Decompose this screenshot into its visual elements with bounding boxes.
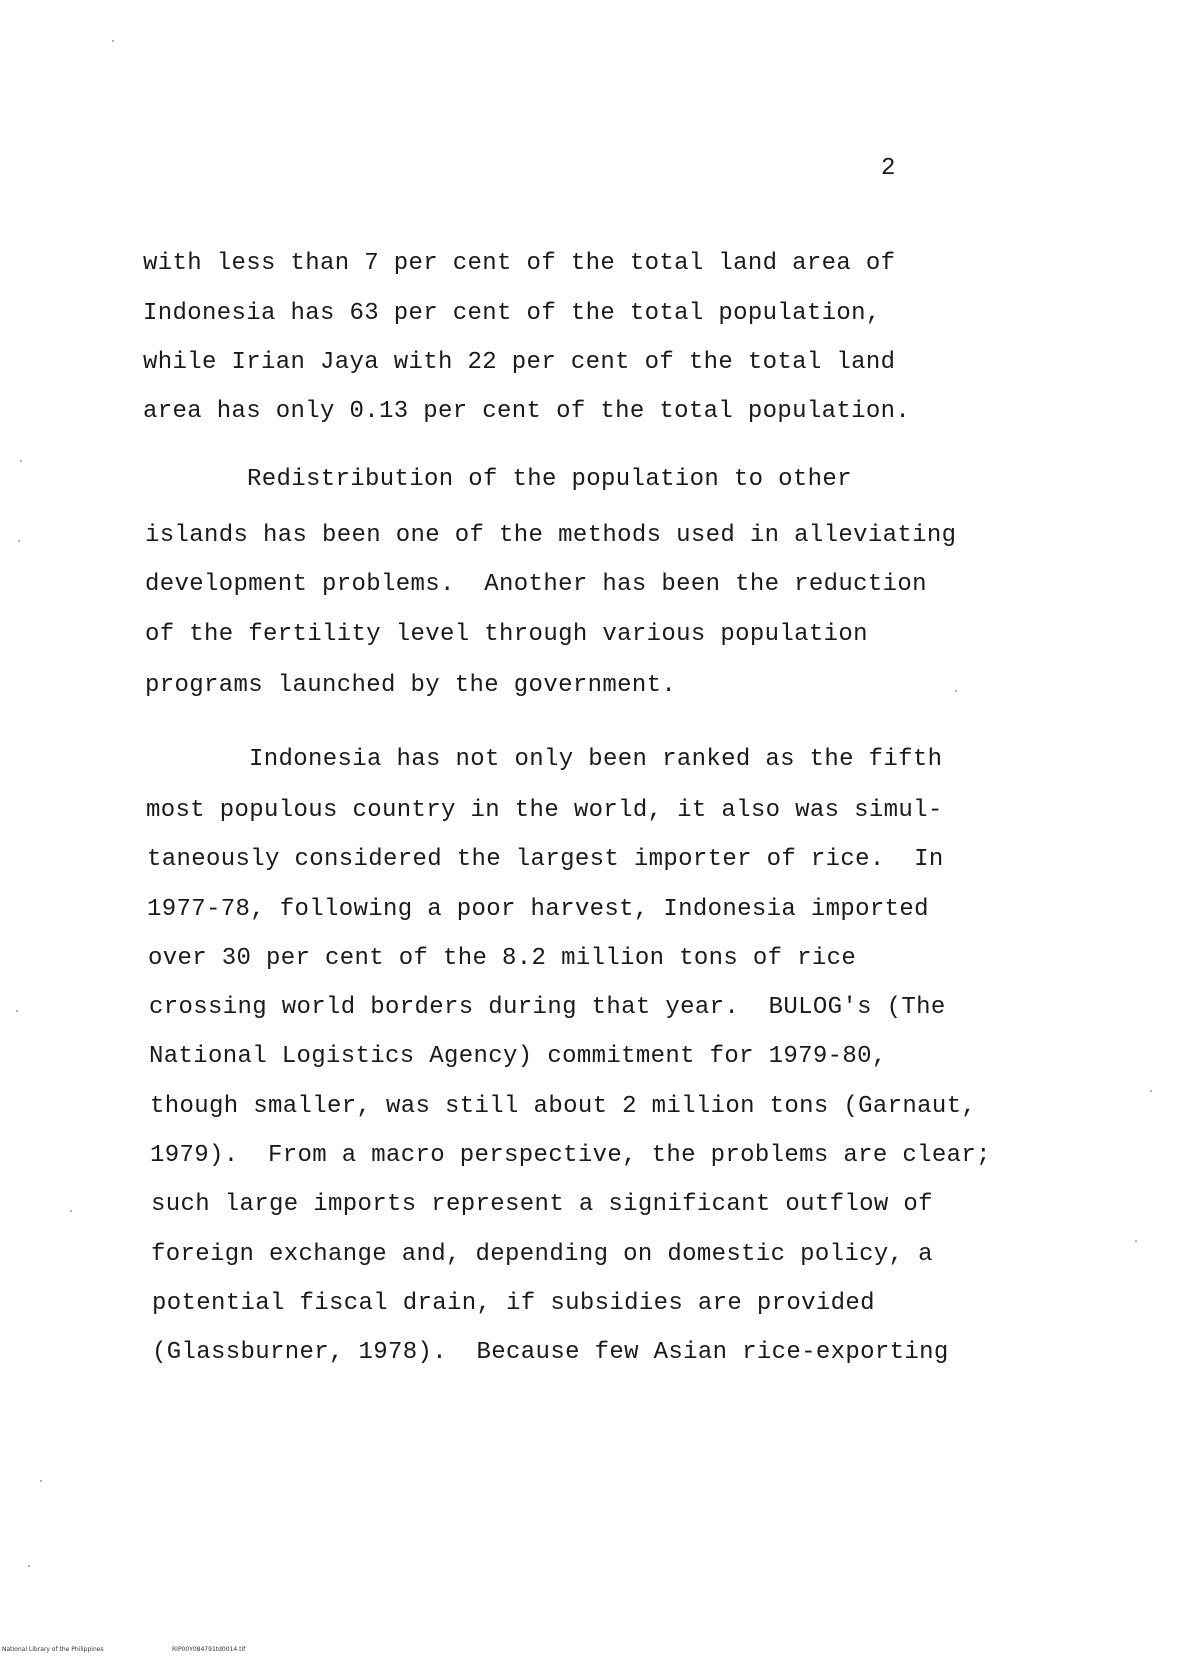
scan-speck [112,40,114,42]
paragraph-2-line-5: programs launched by the government. [145,672,677,699]
paragraph-3-line-10: such large imports represent a significant outflow of [151,1191,933,1218]
scan-speck [1135,1240,1137,1242]
paragraph-2-line-2: islands has been one of the methods used in alleviating [145,522,957,549]
footer-source-label: National Library of the Philippines [2,1646,104,1653]
paragraph-3-line-1: Indonesia has not only been ranked as the fifth [249,746,943,773]
scan-speck [40,1480,42,1482]
paragraph-3-line-6: crossing world borders during that year. BULOG's (The [149,994,946,1021]
paragraph-3-line-8: though smaller, was still about 2 million tons (Garnaut, [150,1093,977,1120]
page-number: 2 [881,155,896,182]
footer-filename: RIP00Y084791td0014.tif [172,1646,246,1653]
scan-speck [16,1010,18,1012]
paragraph-1-line-2: Indonesia has 63 per cent of the total population, [143,300,881,327]
paragraph-3-line-12: potential fiscal drain, if subsidies are provided [152,1290,875,1317]
paragraph-3-line-7: National Logistics Agency) commitment for 1979-80, [149,1043,887,1070]
paragraph-2-line-1: Redistribution of the population to other [247,466,852,493]
paragraph-1-line-1: with less than 7 per cent of the total land area of [143,250,896,277]
paragraph-2-line-3: development problems. Another has been the reduction [145,571,927,598]
paragraph-3-line-11: foreign exchange and, depending on domestic policy, a [151,1241,933,1268]
paragraph-3-line-4: 1977-78, following a poor harvest, Indonesia imported [147,896,929,923]
scan-speck [28,1565,30,1567]
paragraph-3-line-2: most populous country in the world, it also was simul- [146,797,943,824]
scan-speck [18,540,20,542]
paragraph-3-line-3: taneously considered the largest importer of rice. In [147,846,944,873]
paragraph-1-line-4: area has only 0.13 per cent of the total population. [143,398,911,425]
paragraph-1-line-3: while Irian Jaya with 22 per cent of the total land [143,349,896,376]
scan-speck [955,690,957,692]
scan-speck [20,460,22,462]
paragraph-3-line-13: (Glassburner, 1978). Because few Asian rice-exporting [152,1339,949,1366]
scan-speck [70,1210,72,1212]
paragraph-3-line-9: 1979). From a macro perspective, the problems are clear; [150,1142,991,1169]
paragraph-3-line-5: over 30 per cent of the 8.2 million tons of rice [148,945,857,972]
scan-speck [1150,1090,1152,1092]
paragraph-2-line-4: of the fertility level through various population [145,621,868,648]
